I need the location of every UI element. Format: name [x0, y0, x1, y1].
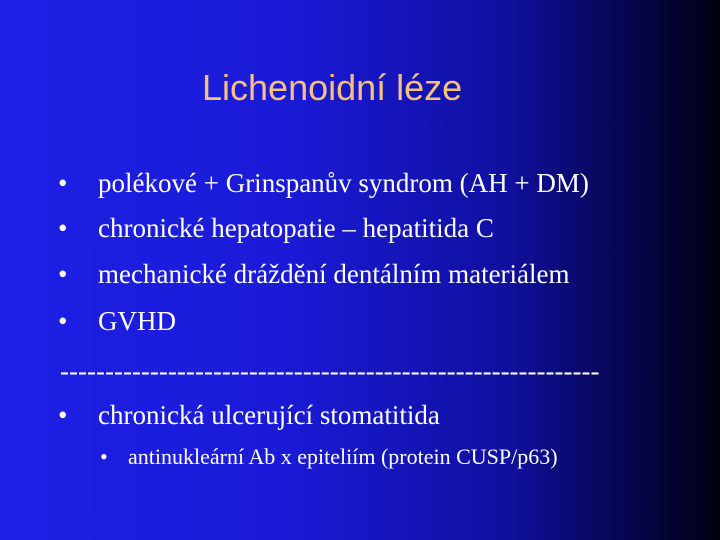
dashed-divider: ------------------------------------------------------------	[60, 358, 600, 385]
sub-bullet-icon: •	[100, 444, 108, 469]
bullet-text: chronické hepatopatie – hepatitida C	[98, 213, 494, 243]
bullet-icon: •	[58, 213, 68, 243]
bullet-text: chronická ulcerující stomatitida	[98, 400, 440, 430]
slide-title: Lichenoidní léze	[202, 67, 463, 108]
bullet-item	[58, 402, 440, 429]
bullet-icon: •	[58, 400, 68, 430]
sub-bullet-text: antinukleární Ab x epiteliím (protein CUSP/p63)	[128, 444, 558, 469]
bullet-text: polékové + Grinspanův syndrom (AH + DM)	[98, 168, 589, 198]
bullet-text: GVHD	[98, 306, 176, 336]
bullet-item	[58, 215, 494, 242]
bullet-icon: •	[58, 168, 68, 198]
bullet-icon: •	[58, 306, 68, 336]
bullet-item	[58, 170, 589, 197]
bullet-item	[58, 261, 570, 288]
sub-bullet-item	[100, 446, 558, 468]
bullet-icon: •	[58, 259, 68, 289]
bullet-item	[58, 308, 176, 335]
bullet-text: mechanické dráždění dentálním materiálem	[98, 259, 570, 289]
